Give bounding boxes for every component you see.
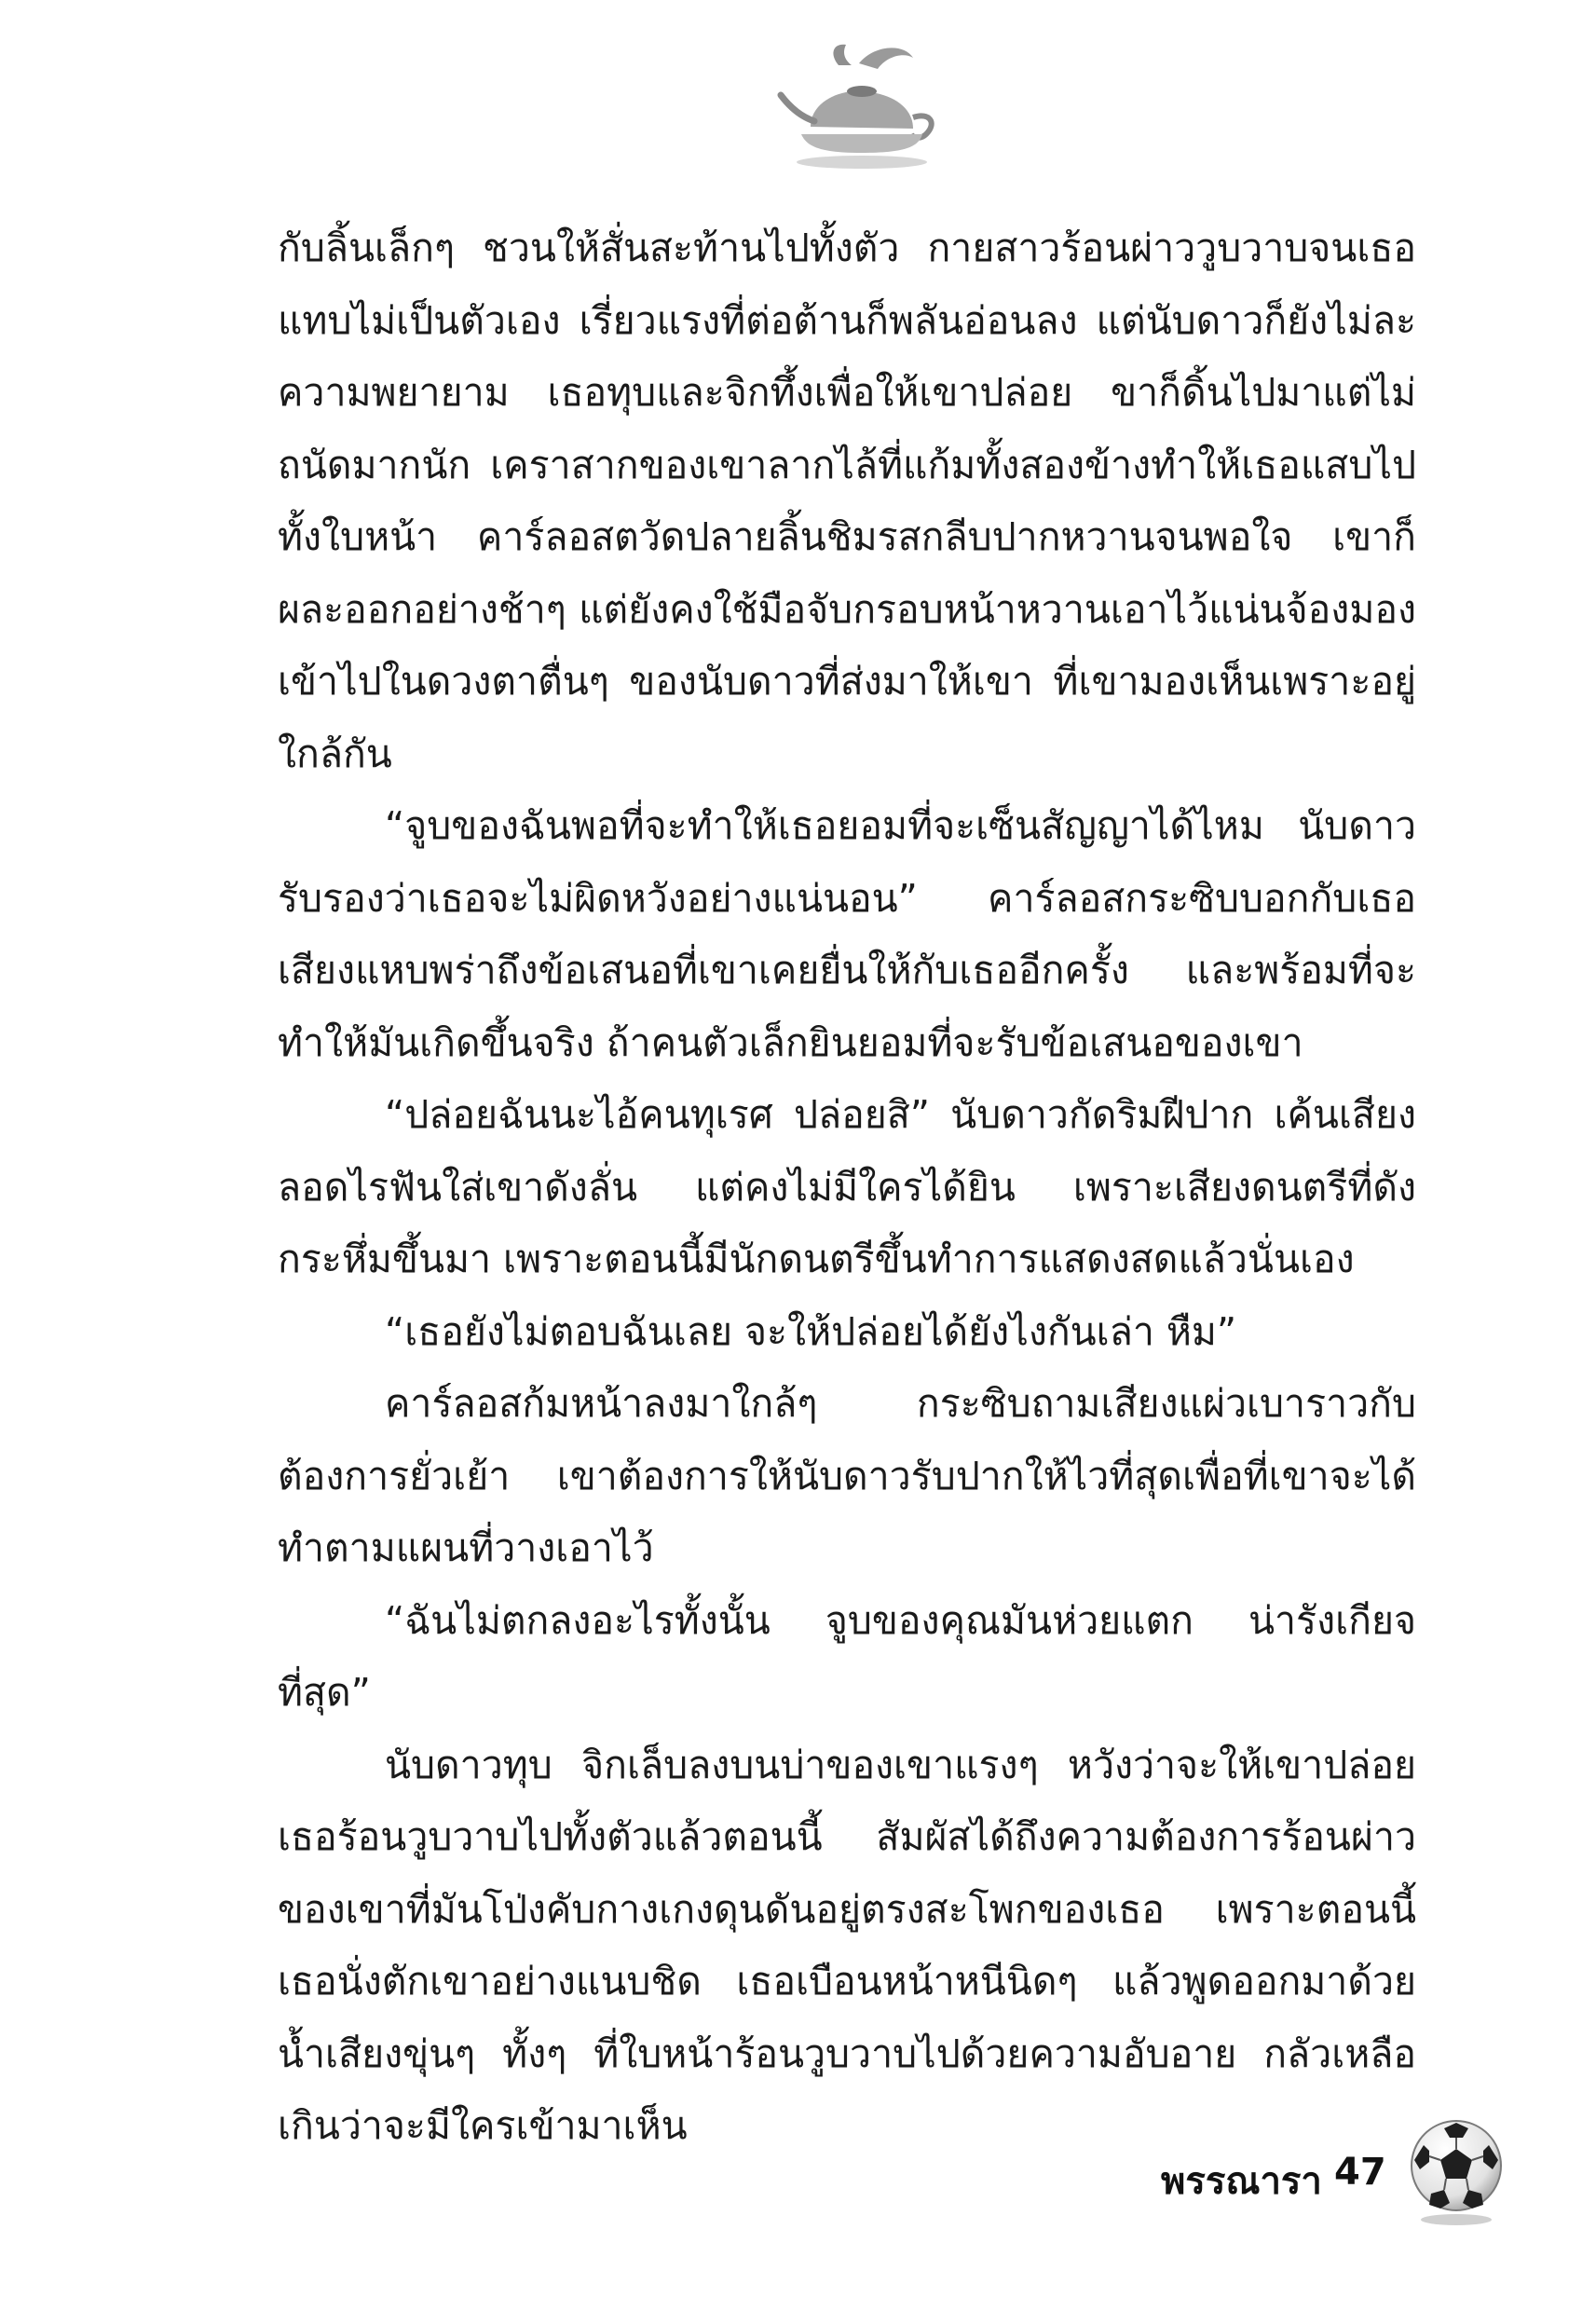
paragraph: กับลิ้นเล็กๆ ชวนให้สั่นสะท้านไปทั้งตัว กายสาวร้อนผ่าววูบวาบจนเธอแทบไม่เป็นตัวเอง เรี่ยวแรงที่ต่อต้านก็พลันอ่อนลง แต่นับดาวก็ยังไม่ละความพยายาม เธอทุบและจิกทึ้งเพื่อให้เขาปล่อย ขาก็ดิ้นไปมาแต่ไม่ถนัดมากนัก เคราสากของเขาลากไล้ที่แก้มทั้งสองข้างทำให้เธอแสบไปทั้งใบหน้า คาร์ลอสตวัดปลายลิ้นชิมรสกลีบปากหวานจนพอใจ เขาก็ผละออกอย่างช้าๆ แต่ยังคงใช้มือจับกรอบหน้าหวานเอาไว้แน่นจ้องมองเข้าไปในดวงตาตื่นๆ ของนับดาวที่ส่งมาให้เขา ที่เขามองเห็นเพราะอยู่ใกล้กัน [278,226,1416,776]
teapot-vignette-icon [773,37,941,177]
book-title: พรรณารา [1161,2160,1322,2203]
paragraph: คาร์ลอสก้มหน้าลงมาใกล้ๆ กระซิบถามเสียงแผ่วเบาราวกับต้องการยั่วเย้า เขาต้องการให้นับดาวรับปากให้ไวที่สุดเพื่อที่เขาจะได้ทำตามแผนที่วางเอาไว้ [278,1381,1416,1570]
paragraph: “ปล่อยฉันนะไอ้คนทุเรศ ปล่อยสิ” นับดาวกัดริมฝีปาก เค้นเสียงลอดไรฟันใส่เขาดังลั่น แต่คงไม่มีใครได้ยิน เพราะเสียงดนตรีที่ดังกระหึ่มขึ้นมา เพราะตอนนี้มีนักดนตรีขึ้นทำการแสดงสดแล้วนั่นเอง [278,1092,1416,1281]
soccer-ball-icon [1405,2115,1507,2227]
page-number: 47 [1334,2151,1386,2194]
paragraph: “เธอยังไม่ตอบฉันเลย จะให้ปล่อยได้ยังไงกันเล่า หืม” [385,1308,1237,1354]
paragraph: “จูบของฉันพอที่จะทำให้เธอยอมที่จะเซ็นสัญญาได้ไหม นับดาวรับรองว่าเธอจะไม่ผิดหวังอย่างแน่นอน” คาร์ลอสกระซิบบอกกับเธอเสียงแหบพร่าถึงข้อเสนอที่เขาเคยยื่นให้กับเธออีกครั้ง และพร้อมที่จะทำให้มันเกิดขึ้นจริง ถ้าคนตัวเล็กยินยอมที่จะรับข้อเสนอของเขา [278,803,1416,1065]
paragraph: “ฉันไม่ตกลงอะไรทั้งนั้น จูบของคุณมันห่วยแตก น่ารังเกียจที่สุด” [278,1597,1416,1715]
body-text [278,212,1416,2163]
paragraph: นับดาวทุบ จิกเล็บลงบนบ่าของเขาแรงๆ หวังว่าจะให้เขาปล่อยเธอร้อนวูบวาบไปทั้งตัวแล้วตอนนี้ สัมผัสได้ถึงความต้องการร้อนผ่าวของเขาที่มันโป่งคับกางเกงดุนดันอยู่ตรงสะโพกของเธอ เพราะตอนนี้เธอนั่งตักเขาอย่างแนบชิด เธอเบือนหน้าหนีนิดๆ แล้วพูดออกมาด้วยน้ำเสียงขุ่นๆ ทั้งๆ ที่ใบหน้าร้อนวูบวาบไปด้วยความอับอาย กลัวเหลือเกินว่าจะมีใครเข้ามาเห็น [278,1742,1416,2148]
